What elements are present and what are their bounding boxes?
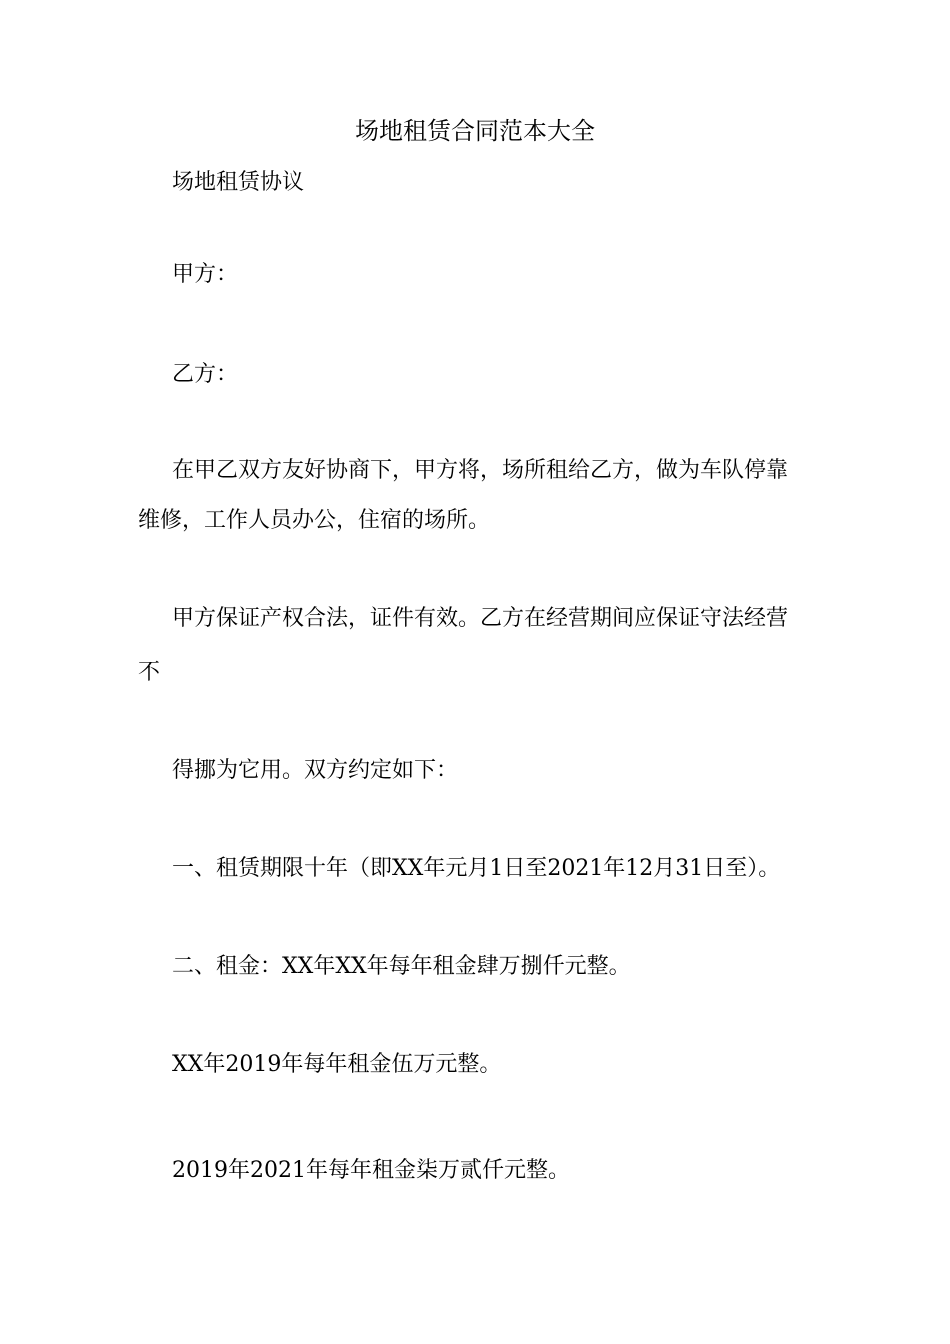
document-subtitle: 场地租赁协议 bbox=[172, 170, 305, 195]
paragraph-2-line-2: 不 bbox=[138, 660, 161, 685]
paragraph-3: 得挪为它用。双方约定如下： bbox=[172, 758, 459, 783]
rent-line-2: XX年2019年每年租金伍万元整。 bbox=[172, 1052, 502, 1077]
paragraph-1-line-1: 在甲乙双方友好协商下，甲方将，场所租给乙方，做为车队停靠 bbox=[172, 458, 789, 483]
party-a-label: 甲方： bbox=[172, 262, 239, 287]
paragraph-1-line-2: 维修，工作人员办公，住宿的场所。 bbox=[138, 508, 491, 533]
paragraph-2-line-1: 甲方保证产权合法，证件有效。乙方在经营期间应保证守法经营 bbox=[172, 606, 789, 631]
clause-1: 一、租赁期限十年（即XX年元月1日至2021年12月31日至）。 bbox=[172, 856, 781, 881]
rent-line-3: 2019年2021年每年租金柒万贰仟元整。 bbox=[172, 1158, 570, 1183]
clause-2: 二、租金：XX年XX年每年租金肆万捌仟元整。 bbox=[172, 954, 631, 979]
party-b-label: 乙方： bbox=[172, 362, 239, 387]
document-title: 场地租赁合同范本大全 bbox=[355, 117, 595, 145]
